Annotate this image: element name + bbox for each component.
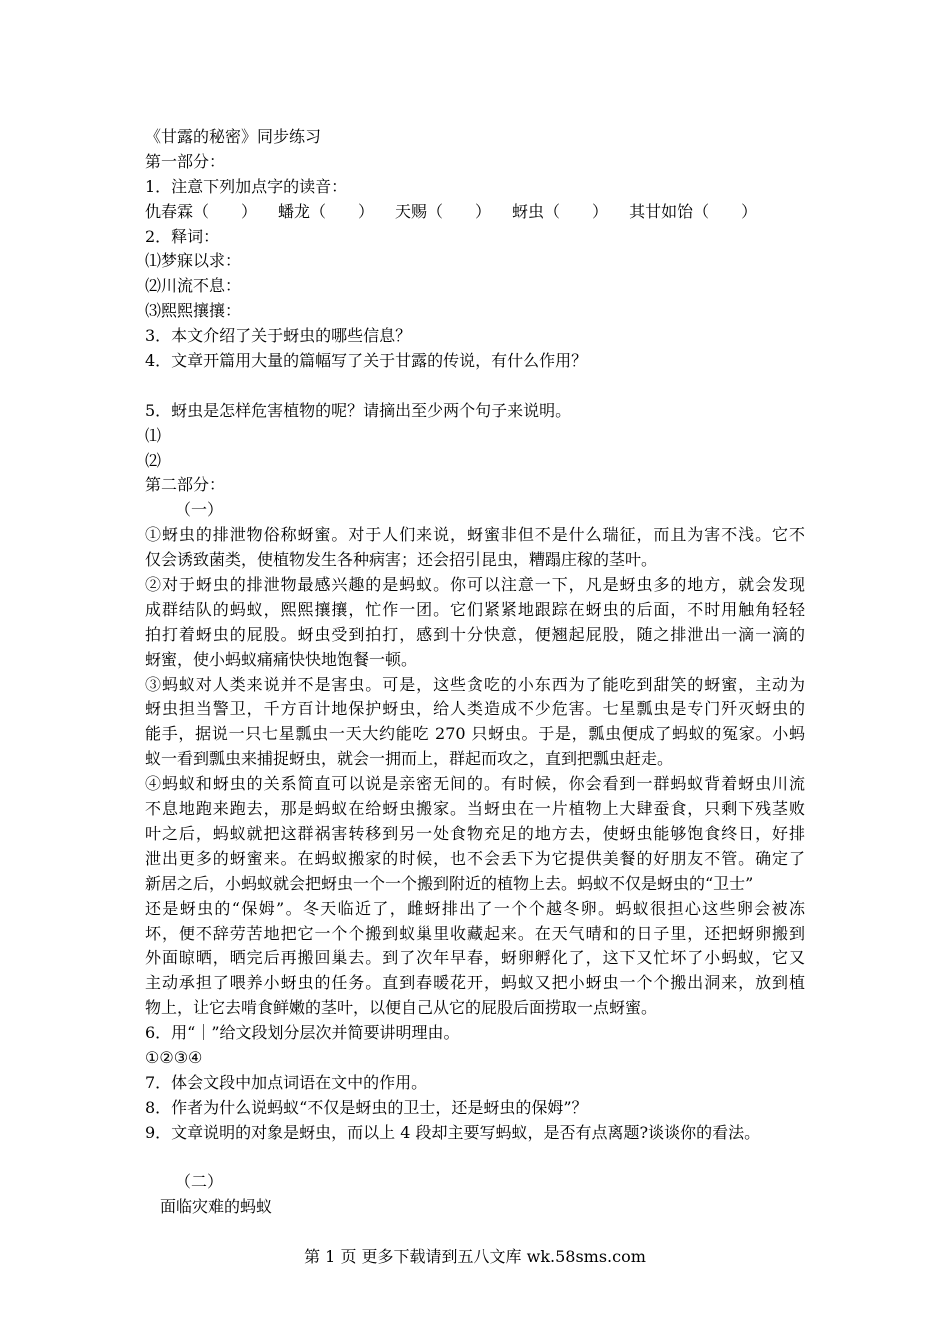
passage-line: ④蚂蚁和蚜虫的关系简直可以说是亲密无间的。有时候，你会看到一群蚂蚁背着蚜虫川流 — [145, 774, 805, 794]
question-9: 9．文章说明的对象是蚜虫，而以上 4 段却主要写蚂蚁，是否有点离题?谈谈你的看法。 — [145, 1122, 761, 1142]
passage-paragraph-3 — [145, 673, 805, 773]
answer-slot: ⑵ — [145, 450, 162, 470]
passage-line: 蚜蜜，使小蚂蚁痛痛快快地饱餐一顿。 — [145, 649, 418, 669]
passage-line: ③蚂蚁对人类来说并不是害虫。可是，这些贪吃的小东西为了能吃到甜笑的蚜蜜，主动为 — [145, 674, 805, 694]
paragraph-markers: ①②③④ — [145, 1047, 203, 1067]
section-1-label: （一） — [175, 500, 224, 520]
section-2-label: （二） — [175, 1172, 224, 1192]
section-2-title: 面临灾难的蚂蚁 — [160, 1197, 273, 1217]
passage-line: 坏，便不辞劳苦地把它一个个搬到蚁巢里收藏起来。在天气晴和的日子里，还把蚜卵搬到 — [145, 923, 805, 943]
document-body — [145, 125, 805, 1220]
passage-line: 不息地跑来跑去，那是蚂蚁在给蚜虫搬家。当蚜虫在一片植物上大肆蚕食，只剩下残茎败 — [145, 799, 805, 819]
passage-line: 能手，据说一只七星瓢虫一天大约能吃 270 只蚜虫。于是，瓢虫便成了蚂蚁的冤家。小蚂 — [145, 724, 805, 744]
question-6: 6．用“｜”给文段划分层次并简要讲明理由。 — [145, 1023, 460, 1043]
blank-line — [145, 1146, 805, 1171]
definition-item: ⑴梦寐以求： — [145, 251, 242, 271]
passage-line: 成群结队的蚂蚁，熙熙攘攘，忙作一团。它们紧紧地跟踪在蚜虫的后面，不时用触角轻轻 — [145, 599, 805, 619]
passage-line: 蚜虫担当警卫，千方百计地保护蚜虫，给人类造成不少危害。七星瓢虫是专门歼灭蚜虫的 — [145, 699, 805, 719]
passage-line: ①蚜虫的排泄物俗称蚜蜜。对于人们来说，蚜蜜非但不是什么瑞征，而且为害不浅。它不 — [145, 525, 805, 545]
part1-heading: 第一部分： — [145, 151, 226, 171]
passage-line: 蚁一看到瓢虫来捕捉蚜虫，就会一拥而上，群起而攻之，直到把瓢虫赶走。 — [145, 749, 674, 769]
passage-paragraph-1 — [145, 523, 805, 573]
passage-line: ②对于蚜虫的排泄物最感兴趣的是蚂蚁。你可以注意一下，凡是蚜虫多的地方，就会发现 — [145, 575, 805, 595]
part2-heading: 第二部分： — [145, 475, 226, 495]
pronunciation-item: 其甘如饴（ ） — [629, 201, 758, 221]
passage-line: 叶之后，蚂蚁就把这群祸害转移到另一处食物充足的地方去，使蚜虫能够饱食终日，好排 — [145, 823, 805, 843]
pronunciation-item: 蟠龙（ ） — [278, 201, 375, 221]
passage-paragraph-2 — [145, 573, 805, 673]
page-footer: 第 1 页 更多下载请到五八文库 wk.58sms.com — [304, 1247, 646, 1266]
definition-item: ⑵川流不息： — [145, 276, 242, 296]
question-3: 3．本文介绍了关于蚜虫的哪些信息？ — [145, 326, 412, 346]
blank-line — [145, 374, 805, 399]
passage-line: 仅会诱致菌类，使植物发生各种病害；还会招引昆虫，糟蹋庄稼的茎叶。 — [145, 550, 658, 570]
definition-item: ⑶熙熙攘攘： — [145, 301, 242, 321]
passage-line: 拍打着蚜虫的屁股。蚜虫受到拍打，感到十分快意，便翘起屁股，随之排泄出一滴一滴的 — [145, 624, 805, 644]
answer-slot: ⑴ — [145, 425, 162, 445]
passage-line: 物上，让它去啃食鲜嫩的茎叶，以便自己从它的屁股后面捞取一点蚜蜜。 — [145, 998, 658, 1018]
passage-paragraph-4 — [145, 772, 805, 1021]
passage-line: 主动承担了喂养小蚜虫的任务。直到春暖花开，蚂蚁又把小蚜虫一个个搬出洞来，放到植 — [145, 973, 805, 993]
passage-line: 泄出更多的蚜蜜来。在蚂蚁搬家的时候，也不会丢下为它提供美餐的好朋友不管。确定了 — [145, 848, 805, 868]
pronunciation-item: 仇春霖（ ） — [145, 201, 258, 221]
question-1: 1．注意下列加点字的读音： — [145, 176, 348, 196]
question-5: 5．蚜虫是怎样危害植物的呢？请摘出至少两个句子来说明。 — [145, 400, 572, 420]
question-4: 4．文章开篇用大量的篇幅写了关于甘露的传说，有什么作用？ — [145, 351, 588, 371]
pronunciation-item: 天赐（ ） — [395, 201, 492, 221]
pronunciation-item: 蚜虫（ ） — [512, 201, 609, 221]
question-2: 2．释词： — [145, 226, 220, 246]
question-7: 7．体会文段中加点词语在文中的作用。 — [145, 1072, 428, 1092]
passage-line: 还是蚜虫的“保姆”。冬天临近了，雌蚜排出了一个个越冬卵。蚂蚁很担心这些卵会被冻 — [145, 898, 805, 918]
passage-line: 新居之后，小蚂蚁就会把蚜虫一个一个搬到附近的植物上去。蚂蚁不仅是蚜虫的“卫士” — [145, 873, 754, 893]
document-title: 《甘露的秘密》同步练习 — [145, 127, 322, 146]
passage-line: 外面晾晒，晒完后再搬回巢去。到了次年早春，蚜卵孵化了，这下又忙坏了小蚂蚁，它又 — [145, 948, 805, 968]
question-8: 8．作者为什么说蚂蚁“不仅是蚜虫的卫士，还是蚜虫的保姆”？ — [145, 1097, 588, 1117]
pronunciation-items — [145, 200, 805, 225]
